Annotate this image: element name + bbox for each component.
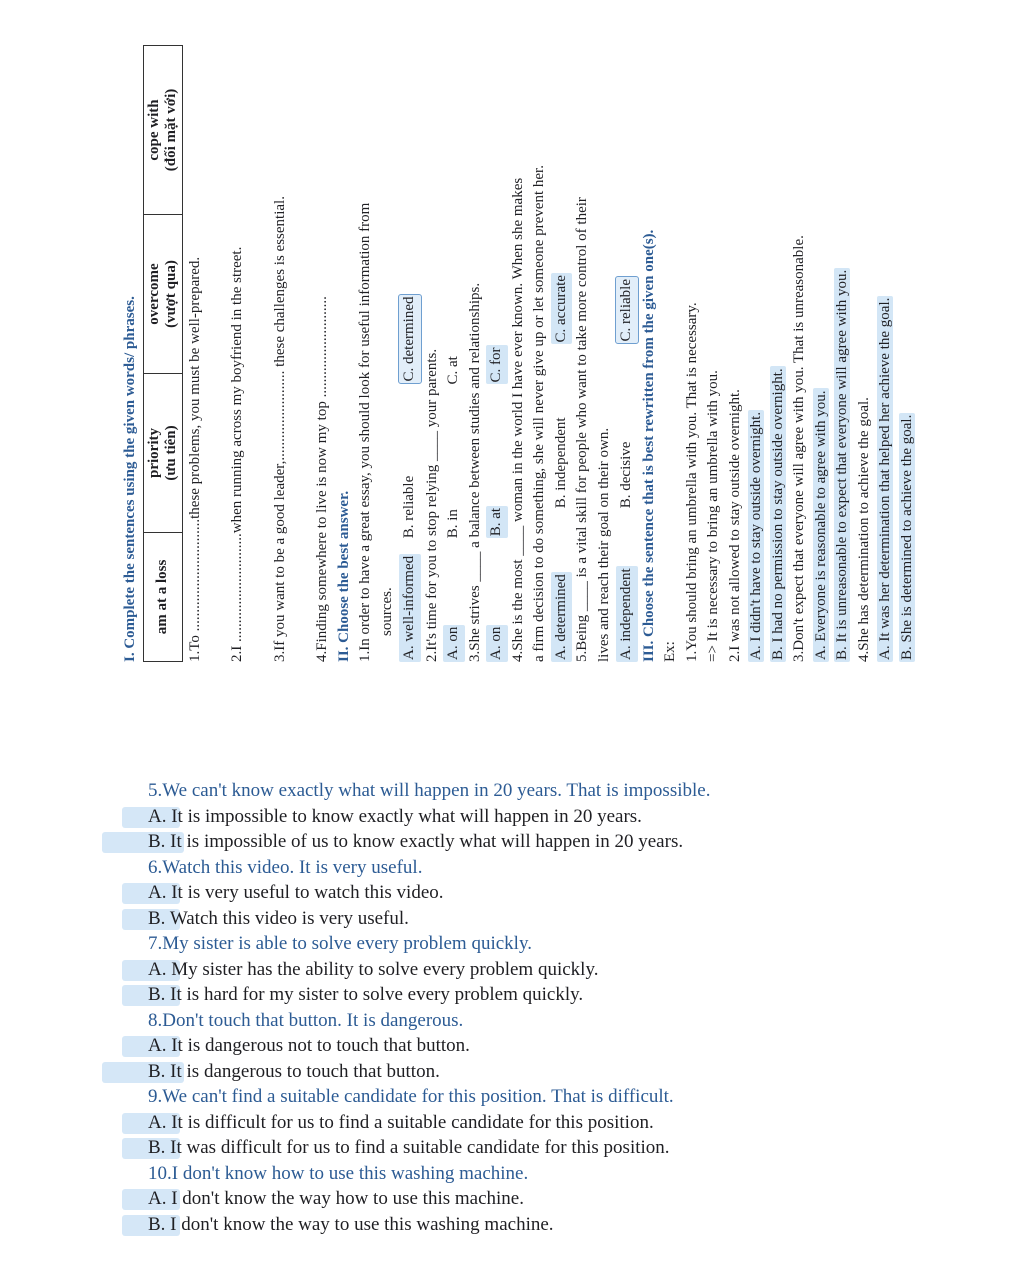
section3-title: III. Choose the sentence that is best rewritten from the given one(s). — [640, 229, 657, 662]
vocab-meaning: (ưu tiên) — [162, 425, 179, 481]
vocab-word: priority — [145, 428, 162, 478]
answer-option-a[interactable] — [122, 880, 822, 906]
answer-option-b[interactable] — [122, 1135, 822, 1161]
answer-text: B. It is impossible of us to know exactly what will happen in 20 years. — [148, 831, 684, 852]
vocab-meaning: (đối mặt với) — [162, 88, 179, 172]
option-a[interactable]: A. on — [486, 625, 508, 662]
answer-text: B. Watch this video is very useful. — [148, 907, 409, 929]
answer-text: B. It is hard for my sister to solve every problem quickly. — [148, 984, 584, 1005]
s2-q2-options — [443, 22, 465, 662]
answer-text: A. It is difficult for us to find a suitable candidate for this position. — [148, 1111, 654, 1133]
s3-q4: 4.She has determination to achieve the goal. — [855, 397, 872, 662]
s3-q3-a-text: A. Everyone is reasonable to agree with you. — [812, 390, 829, 660]
answer-text: B. It was difficult for us to find a suitable candidate for this position. — [148, 1137, 670, 1158]
answer-text: B. I don't know the way to use this washing machine. — [148, 1213, 554, 1235]
answer-text: A. It is impossible to know exactly what will happen in 20 years. — [148, 805, 642, 827]
answer-text: A. It is dangerous not to touch that button. — [148, 1035, 470, 1056]
s3-q4-a-text: A. It was her determination that helped her achieve the goal. — [877, 297, 893, 660]
s1-item-1: 1.To ..............................these problems, you must be well-prepared. — [186, 256, 203, 662]
option-a[interactable]: A. on — [443, 625, 465, 662]
s3-q2-a-text: A. I didn't have to stay outside overnight. — [748, 411, 764, 660]
answer-option-a[interactable] — [122, 957, 822, 983]
answer-option-a[interactable] — [122, 1186, 822, 1212]
s3-q4-b-text: B. She is determined to achieve the goal. — [898, 414, 915, 660]
rotated-worksheet-page — [120, 22, 915, 662]
continued-questions — [122, 778, 822, 1237]
vocab-cell — [143, 374, 182, 533]
option-b[interactable]: B. at — [486, 506, 508, 538]
question-6: 6.Watch this video. It is very useful. — [148, 856, 423, 878]
question-9: 9.We can't find a suitable candidate for this position. That is difficult. — [148, 1086, 674, 1107]
s3-q2: 2.I was not allowed to stay outside overnight. — [726, 389, 743, 662]
question-8: 8.Don't touch that button. It is dangerous. — [148, 1009, 464, 1031]
s2-q1-line2: sources. — [378, 587, 395, 636]
s3-q3-b-text: B. It is unreasonable to expect that everyone will agree with you. — [834, 269, 850, 660]
vocab-word: am at a loss — [154, 559, 170, 635]
s1-item-2: 2.I .............................when running across my boyfriend in the street. — [229, 246, 245, 662]
option-c[interactable]: C. for — [486, 346, 508, 385]
s1-item-4: 4.Finding somewhere to live is now my top ........................... — [314, 296, 330, 662]
answer-option-b[interactable] — [122, 829, 822, 855]
option-a[interactable]: A. independent — [616, 566, 638, 662]
s2-q4-line1: 4.She is the most ____ woman in the world I have ever known. When she makes — [509, 177, 526, 662]
answer-text: B. It is dangerous to touch that button. — [148, 1060, 440, 1082]
option-a[interactable]: A. well-informed — [399, 554, 421, 662]
answer-option-b[interactable] — [122, 1212, 822, 1238]
section2-title: II. Choose the best answer. — [335, 490, 352, 662]
question-7: 7.My sister is able to solve every problem quickly. — [148, 933, 532, 954]
option-c[interactable]: C. accurate — [551, 273, 573, 344]
answer-text: A. I don't know the way how to use this machine. — [148, 1188, 524, 1209]
vocab-word: cope with — [145, 99, 162, 161]
question-10: 10.I don't know how to use this washing machine. — [148, 1162, 529, 1184]
answer-option-a[interactable] — [122, 1110, 822, 1136]
vocab-table — [143, 45, 183, 662]
s3-ex-question: 1.You should bring an umbrella with you. That is necessary. — [683, 302, 700, 662]
answer-option-b[interactable] — [122, 906, 822, 932]
option-c[interactable]: C. determined — [398, 294, 422, 385]
answer-text: A. My sister has the ability to solve every problem quickly. — [148, 958, 599, 980]
option-b[interactable]: B. reliable — [401, 475, 417, 539]
s3-q3-a[interactable] — [811, 22, 833, 662]
question-5: 5.We can't know exactly what will happen in 20 years. That is impossible. — [148, 780, 711, 801]
answer-option-a[interactable] — [122, 804, 822, 830]
vocab-cell — [143, 215, 182, 374]
s2-q4-line2: a firm decision to do something, she will never give up or let someone prevent her. — [531, 165, 547, 662]
s2-q1-options — [398, 22, 422, 662]
s3-q3: 3.Don't expect that everyone will agree with you. That is unreasonable. — [791, 235, 807, 662]
section1-title: I. Complete the sentences using the given words/ phrases. — [122, 296, 138, 662]
s3-q4-a[interactable] — [875, 22, 897, 662]
s3-q2-b[interactable] — [768, 22, 790, 662]
s2-q1-line1: 1.In order to have a great essay, you should look for useful information from — [357, 202, 373, 662]
s3-q2-b-text: B. I had no permission to stay outside overnight. — [769, 368, 786, 660]
option-b[interactable]: B. in — [445, 509, 461, 539]
s2-q3-options — [486, 22, 508, 662]
s3-q4-b[interactable] — [897, 22, 919, 662]
s2-q2: 2.It's time for you to stop relying ____ your parents. — [423, 348, 440, 662]
option-b[interactable]: B. decisive — [618, 441, 634, 509]
vocab-word: overcome — [145, 263, 162, 325]
answer-option-a[interactable] — [122, 1033, 822, 1059]
vocab-meaning: (vượt qua) — [162, 260, 179, 328]
option-b[interactable]: B. independent — [552, 417, 569, 509]
answer-option-b[interactable] — [122, 1059, 822, 1085]
vocab-cell — [143, 46, 182, 215]
option-c[interactable]: C. at — [445, 356, 461, 385]
s2-q5-options — [615, 22, 639, 662]
s3-q3-b[interactable] — [832, 22, 854, 662]
vocab-cell — [143, 533, 182, 662]
option-c[interactable]: C. reliable — [615, 276, 639, 344]
s3-q2-a[interactable] — [746, 22, 768, 662]
s2-q5-line1: 5.Being ____ is a vital skill for people who want to take more control of their — [574, 197, 590, 662]
s2-q4-options — [551, 22, 573, 662]
s1-item-3: 3.If you want to be a good leader,........................ these challenges is essential. — [271, 196, 288, 662]
option-a[interactable]: A. determined — [551, 572, 573, 662]
s2-q3: 3.She strives ____ a balance between studies and relationships. — [466, 282, 483, 662]
s3-ex-label: Ex: — [662, 641, 678, 662]
s3-ex-answer: => It is necessary to bring an umbrella with you. — [705, 370, 721, 662]
s2-q5-line2: lives and reach their goal on their own. — [595, 427, 612, 662]
answer-text: A. It is very useful to watch this video. — [148, 882, 444, 903]
answer-option-b[interactable] — [122, 982, 822, 1008]
